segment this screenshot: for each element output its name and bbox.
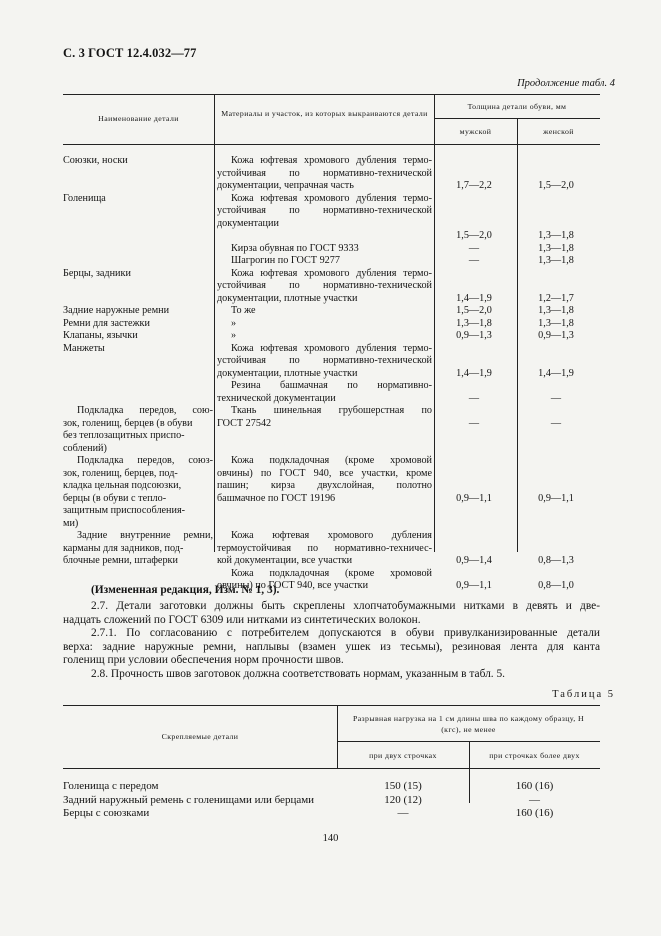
material-cell: кой документации, все участки: [217, 555, 353, 566]
thickness-female-cell: —: [550, 417, 562, 429]
part-name-cell: берцы (в обуви с тепло-: [63, 492, 167, 504]
part-name-cell: Манжеты: [63, 342, 105, 354]
material-cell: овчины) по ГОСТ 940, все участки, кроме: [217, 467, 432, 479]
part-name-cell: зок, голенищ, берцев, под-: [63, 467, 178, 479]
column-header-two-stitches: при двух строчках: [369, 751, 437, 760]
thickness-female-cell: —: [550, 392, 562, 404]
column-header-thickness: Толщина детали обуви, мм: [467, 102, 567, 111]
thickness-male-cell: 1,4—1,9: [456, 292, 492, 304]
material-cell: документации, чепрачная часть: [217, 180, 354, 191]
material-cell: ГОСТ 27542: [217, 417, 272, 429]
material-cell: Кожа юфтевая хромового дубления термо-: [231, 267, 432, 279]
material-cell: устойчивая по нормативно-технической: [217, 205, 432, 216]
part-name-cell: соблений): [63, 442, 107, 454]
thickness-female-cell: 1,3—1,8: [538, 230, 574, 241]
material-cell: овчины) по ГОСТ 940, все участки: [217, 580, 369, 591]
material-cell: »: [231, 330, 237, 341]
paragraph-line: голенищ при условии обеспечения норм прочности швов.: [63, 654, 344, 667]
material-cell: »: [231, 317, 237, 329]
table-divider: [434, 118, 600, 119]
material-cell: Кожа юфтевая хромового дубления термо-: [231, 342, 432, 354]
thickness-male-cell: 1,7—2,2: [456, 180, 492, 191]
paragraph-line: 2.7. Детали заготовки должны быть скреплены хлопчатобумажными нитками в девять и две-: [91, 600, 600, 612]
material-cell: Кожа юфтевая хромового дубления термо-: [231, 192, 432, 204]
material-cell: Кожа подкладочная (кроме хромовой: [231, 455, 432, 466]
material-cell: устойчивая по нормативно-технической: [217, 167, 432, 179]
material-cell: То же: [231, 305, 256, 316]
part-name-cell: Задние наружные ремни: [63, 305, 170, 316]
material-cell: устойчивая по нормативно-технической: [217, 280, 432, 291]
page-number: 140: [322, 833, 339, 844]
material-cell: документации: [217, 217, 279, 229]
paragraph-2-8: 2.8. Прочность швов заготовок должна соответствовать нормам, указанным в табл. 5.: [91, 668, 506, 680]
material-cell: Шагрогин по ГОСТ 9277: [231, 255, 340, 266]
thickness-male-cell: 0,9—1,1: [456, 580, 492, 591]
table-5: [63, 705, 600, 826]
material-cell: Резина башмачная по нормативно-: [231, 380, 432, 391]
paragraph-2-7-1: [63, 627, 600, 668]
part-name-cell: Подкладка передов, сою-: [77, 405, 213, 416]
material-cell: устойчивая по нормативно-технической: [217, 355, 432, 366]
seam-parts-cell: Задний наружный ремень с голенищами или берцами: [63, 793, 315, 806]
thickness-male-cell: —: [468, 255, 480, 266]
table-divider: [63, 768, 600, 769]
thickness-female-cell: 0,9—1,1: [538, 492, 574, 504]
thickness-female-cell: 1,2—1,7: [538, 292, 574, 304]
table-divider: [517, 118, 518, 552]
table-divider: [337, 741, 600, 742]
material-cell: Кожа подкладочная (кроме хромовой: [231, 567, 432, 579]
thickness-female-cell: 1,3—1,8: [538, 317, 574, 329]
paragraph-line: 2.7.1. По согласованию с потребителем допускаются в обуви привулканизированные детали: [91, 627, 600, 639]
material-cell: пашин; кирза двухслойная, полотно: [217, 480, 432, 491]
part-name-cell: карманы для задников, под-: [63, 542, 184, 554]
part-name-cell: ми): [63, 517, 79, 529]
seam-parts-cell: Берцы с союзками: [63, 807, 150, 819]
paragraph-2-7: [63, 600, 600, 627]
material-cell: документации, плотные участки: [217, 367, 358, 379]
thickness-female-cell: 0,8—1,0: [538, 580, 574, 591]
load-more-cell: 160 (16): [515, 807, 554, 819]
thickness-male-cell: 1,4—1,9: [456, 367, 492, 379]
part-name-cell: блочные ремни, штаферки: [63, 555, 178, 566]
seam-parts-cell: Голенища с передом: [63, 780, 159, 792]
material-cell: башмачное по ГОСТ 19196: [217, 492, 336, 504]
material-cell: документации, плотные участки: [217, 292, 358, 304]
thickness-female-cell: 0,8—1,3: [538, 555, 574, 566]
column-header-more-stitches: при строчках более двух: [489, 751, 580, 760]
load-two-cell: —: [397, 807, 409, 819]
load-more-cell: —: [529, 793, 540, 806]
thickness-female-cell: 1,5—2,0: [538, 180, 574, 191]
thickness-female-cell: 0,9—1,3: [538, 330, 574, 341]
thickness-female-cell: 1,3—1,8: [538, 305, 574, 316]
part-name-cell: Ремни для застежки: [63, 317, 150, 329]
load-two-cell: 120 (12): [384, 793, 422, 806]
thickness-male-cell: —: [468, 417, 480, 429]
load-two-cell: 150 (15): [384, 780, 422, 792]
thickness-male-cell: —: [468, 242, 480, 254]
thickness-male-cell: —: [468, 392, 480, 404]
part-name-cell: Задние внутренние ремни,: [77, 530, 213, 541]
material-cell: Кирза обувная по ГОСТ 9333: [231, 242, 359, 254]
column-header-parts: Скрепляемые детали: [161, 732, 239, 741]
column-header-materials: Материалы и участок, из которых выкраиваются детали: [221, 109, 428, 118]
page-header: С. 3 ГОСТ 12.4.032—77: [63, 46, 197, 60]
material-cell: Ткань шинельная грубошерстная по: [231, 405, 432, 416]
column-header-load: Разрывная нагрузка на 1 см длины шва по каждому образцу, Н (кгс), не менее: [352, 714, 585, 734]
thickness-male-cell: 0,9—1,3: [456, 330, 492, 341]
material-cell: технической документации: [217, 392, 336, 404]
material-cell: термоустойчивая по нормативно-техничес-: [217, 542, 432, 554]
part-name-cell: без теплозащитных приспо-: [63, 430, 185, 441]
column-header-male: мужской: [459, 127, 492, 136]
table-continuation-label: Продолжение табл. 4: [517, 78, 615, 89]
thickness-male-cell: 0,9—1,1: [456, 492, 492, 504]
part-name-cell: Союзки, носки: [63, 155, 128, 166]
revision-note: (Измененная редакция, Изм. № 1, 3).: [91, 584, 280, 596]
thickness-male-cell: 1,5—2,0: [456, 305, 492, 316]
part-name-cell: Голенища: [63, 192, 106, 204]
part-name-cell: Подкладка передов, союз-: [77, 455, 213, 466]
thickness-male-cell: 1,5—2,0: [456, 230, 492, 241]
thickness-female-cell: 1,4—1,9: [538, 367, 574, 379]
column-header-female: женской: [543, 127, 574, 136]
material-cell: Кожа юфтевая хромового дубления: [231, 530, 432, 541]
column-header-part-name: Наименование детали: [98, 114, 179, 123]
table-divider: [214, 95, 215, 552]
table-5-caption: Таблица 5: [552, 689, 615, 700]
load-more-cell: 160 (16): [515, 780, 554, 792]
thickness-female-cell: 1,3—1,8: [538, 255, 574, 266]
paragraph-line: надцать сложений по ГОСТ 6309 или нитками из синтетических волокон.: [63, 613, 421, 626]
part-name-cell: зок, голенищ, берцев (в обуви: [63, 417, 193, 429]
part-name-cell: защитным приспособления-: [63, 505, 186, 516]
part-name-cell: кладка цельная подсоюзки,: [63, 480, 182, 491]
thickness-female-cell: 1,3—1,8: [538, 242, 574, 254]
material-cell: Кожа юфтевая хромового дубления термо-: [231, 155, 432, 166]
thickness-male-cell: 0,9—1,4: [456, 555, 492, 566]
part-name-cell: Клапаны, язычки: [63, 330, 138, 341]
table-divider: [63, 144, 600, 145]
paragraph-line: верха: задние наружные ремни, наплывы (взамен ушек из тесьмы), резиновая лента для канта: [63, 640, 600, 653]
thickness-male-cell: 1,3—1,8: [456, 317, 492, 329]
part-name-cell: Берцы, задники: [63, 267, 131, 279]
